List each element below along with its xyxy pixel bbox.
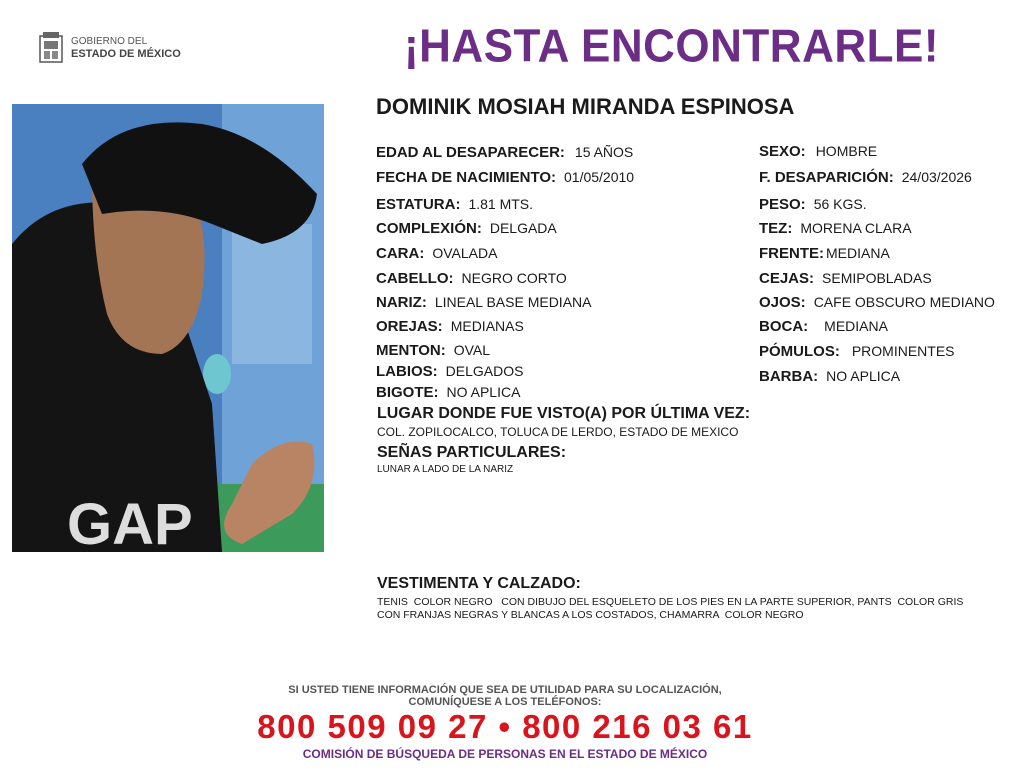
- field-label: OREJAS:: [376, 318, 443, 335]
- field-complexion: [376, 220, 557, 237]
- field-frente: [759, 245, 890, 262]
- field-cabello: [376, 270, 567, 287]
- field-label: CABELLO:: [376, 270, 454, 287]
- field-value: 01/05/2010: [564, 169, 635, 185]
- vestimenta-heading: VESTIMENTA Y CALZADO:: [377, 575, 581, 592]
- field-orejas: [376, 318, 524, 335]
- field-value: OVAL: [453, 342, 491, 358]
- lugar-heading: LUGAR DONDE FUE VISTO(A) POR ÚLTIMA VEZ:: [377, 405, 751, 422]
- field-label: LABIOS:: [376, 363, 438, 380]
- senas-text: LUNAR A LADO DE LA NARIZ: [377, 464, 514, 475]
- vestimenta-line-2: CON FRANJAS NEGRAS Y BLANCAS A LOS COSTADOS, CHAMARRA COLOR NEGRO: [377, 609, 804, 621]
- logo-line-2: ESTADO DE MÉXICO: [71, 47, 181, 60]
- field-label: FECHA DE NACIMIENTO:: [376, 169, 556, 186]
- field-label: ESTATURA:: [376, 196, 461, 213]
- field-labios: [376, 363, 523, 380]
- field-value: 15 AÑOS: [574, 144, 634, 160]
- field-value: 56 KGS.: [813, 196, 867, 212]
- field-label: OJOS:: [759, 294, 806, 311]
- field-sexo: [759, 143, 877, 160]
- field-nariz: [376, 294, 591, 311]
- field-label: BIGOTE:: [376, 384, 439, 401]
- field-label: FRENTE:: [759, 245, 824, 262]
- field-desaparicion: [759, 169, 972, 186]
- field-label: TEZ:: [759, 220, 793, 237]
- lugar-text: COL. ZOPILOCALCO, TOLUCA DE LERDO, ESTADO DE MEXICO: [377, 425, 739, 439]
- field-label: CEJAS:: [759, 270, 815, 287]
- field-label: PESO:: [759, 196, 806, 213]
- field-label: COMPLEXIÓN:: [376, 220, 482, 237]
- field-value: NEGRO CORTO: [461, 270, 567, 286]
- field-value: SEMIPOBLADAS: [822, 270, 932, 286]
- footer-note-1: SI USTED TIENE INFORMACIÓN QUE SEA DE UTILIDAD PARA SU LOCALIZACIÓN,: [288, 684, 722, 696]
- coat-of-arms-icon: [37, 30, 65, 66]
- field-cejas: [759, 270, 932, 287]
- field-peso: [759, 196, 867, 213]
- field-value: MORENA CLARA: [800, 220, 912, 236]
- field-boca: [759, 318, 888, 335]
- field-edad: [376, 144, 633, 161]
- footer-note-2: COMUNÍQUESE A LOS TELÉFONOS:: [408, 696, 602, 708]
- senas-heading: SEÑAS PARTICULARES:: [377, 444, 567, 461]
- logo-line-1: GOBIERNO DEL: [71, 35, 148, 47]
- field-value: 1.81 MTS.: [468, 196, 534, 212]
- field-value: NO APLICA: [446, 384, 521, 400]
- field-label: MENTON:: [376, 342, 446, 359]
- field-menton: [376, 342, 490, 359]
- field-nacimiento: [376, 169, 634, 186]
- field-label: F. DESAPARICIÓN:: [759, 169, 894, 186]
- field-ojos: [759, 294, 995, 311]
- government-logo: [37, 30, 181, 66]
- field-value: HOMBRE: [815, 143, 878, 159]
- field-value: DELGADOS: [445, 363, 524, 379]
- field-value: CAFE OBSCURO MEDIANO: [813, 294, 995, 310]
- field-value: LINEAL BASE MEDIANA: [434, 294, 592, 310]
- field-label: EDAD AL DESAPARECER:: [376, 144, 565, 161]
- field-estatura: [376, 196, 533, 213]
- missing-person-photo: [12, 104, 324, 552]
- field-label: CARA:: [376, 245, 425, 262]
- field-value: MEDIANA: [826, 245, 890, 261]
- field-label: PÓMULOS:: [759, 343, 840, 360]
- field-value: OVALADA: [432, 245, 498, 261]
- person-name: DOMINIK MOSIAH MIRANDA ESPINOSA: [376, 94, 795, 119]
- field-label: BARBA:: [759, 368, 819, 385]
- field-tez: [759, 220, 912, 237]
- field-value: 24/03/2026: [901, 169, 972, 185]
- commission-name: COMISIÓN DE BÚSQUEDA DE PERSONAS EN EL ESTADO DE MÉXICO: [302, 747, 708, 761]
- field-value: NO APLICA: [826, 368, 901, 384]
- field-barba: [759, 368, 900, 385]
- field-label: NARIZ:: [376, 294, 427, 311]
- photo-shirt-text: GAP: [67, 492, 193, 552]
- field-label: SEXO:: [759, 143, 806, 160]
- field-label: BOCA:: [759, 318, 809, 335]
- field-value: MEDIANA: [824, 318, 888, 334]
- contact-phones: 800 509 09 27 • 800 216 03 61: [257, 708, 753, 745]
- field-cara: [376, 245, 497, 262]
- field-value: PROMINENTES: [851, 343, 955, 359]
- field-bigote: [376, 384, 520, 401]
- vestimenta-line-1: TENIS COLOR NEGRO CON DIBUJO DEL ESQUELETO DE LOS PIES EN LA PARTE SUPERIOR, PANTS COLOR GRIS: [377, 596, 964, 608]
- field-pomulos: [759, 343, 955, 360]
- field-value: DELGADA: [489, 220, 557, 236]
- field-value: MEDIANAS: [450, 318, 524, 334]
- poster-title: ¡HASTA ENCONTRARLE!: [404, 20, 940, 73]
